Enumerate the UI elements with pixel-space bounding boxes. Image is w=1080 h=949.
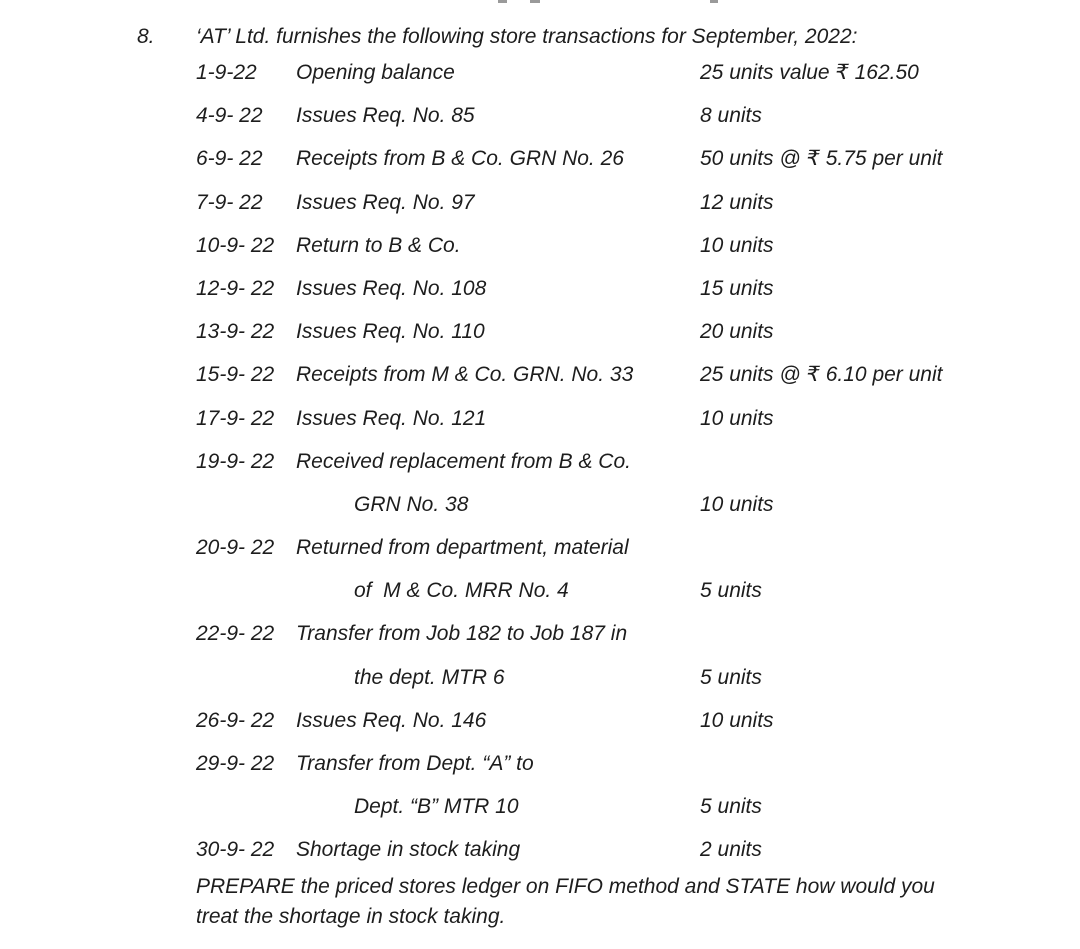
transaction-row [196,578,1016,621]
instruction-line: treat the shortage in stock taking. [196,905,506,928]
transaction-quantity: 5 units [700,665,762,689]
transaction-quantity: 10 units [700,406,774,430]
question-title: ‘AT’ Ltd. furnishes the following store transactions for September, 2022: [196,25,858,48]
transaction-row [196,665,1016,708]
transaction-quantity: 5 units [700,579,762,603]
transaction-description: Return to B & Co. [296,233,461,257]
transaction-description: Shortage in stock taking [296,838,521,862]
transaction-description: Returned from department, material [296,536,629,560]
transaction-row [196,708,1016,751]
transaction-description: Transfer from Job 182 to Job 187 in [296,622,628,646]
transaction-row [196,362,1016,405]
transaction-date: 26-9- 22 [196,708,275,732]
transaction-description: Receipts from M & Co. GRN. No. 33 [296,363,634,387]
transaction-date: 4-9- 22 [196,104,263,128]
transaction-row [196,190,1016,233]
transaction-description: Issues Req. No. 121 [296,406,487,430]
transaction-row [196,60,1016,103]
question-heading [137,24,1037,50]
transaction-row [196,233,1016,276]
transaction-date: 12-9- 22 [196,276,275,300]
transaction-row [196,492,1016,535]
transaction-row [196,319,1016,362]
transaction-date: 1-9-22 [196,61,257,84]
cropped-text-artifact [710,0,718,3]
transaction-description: of M & Co. MRR No. 4 [354,579,569,603]
transaction-row [196,621,1016,664]
transaction-quantity: 20 units [700,320,774,344]
transaction-quantity: 10 units [700,708,774,732]
transaction-date: 7-9- 22 [196,190,263,214]
transaction-quantity: 25 units value ₹ 162.50 [700,61,919,84]
transaction-date: 30-9- 22 [196,838,275,862]
transaction-date: 13-9- 22 [196,320,275,344]
question-instruction [196,872,986,932]
transaction-row [196,406,1016,449]
transactions-list [196,60,1016,881]
transaction-row [196,449,1016,492]
transaction-quantity: 10 units [700,233,774,257]
transaction-description: the dept. MTR 6 [354,665,505,689]
transaction-quantity: 8 units [700,104,762,128]
transaction-description: Opening balance [296,61,455,84]
transaction-quantity: 10 units [700,492,774,516]
transaction-description: Received replacement from B & Co. [296,449,631,473]
cropped-text-artifact [530,0,540,3]
transaction-date: 10-9- 22 [196,233,275,257]
transaction-quantity: 5 units [700,795,762,819]
transaction-row [196,276,1016,319]
transaction-date: 17-9- 22 [196,406,275,430]
transaction-quantity: 2 units [700,838,762,862]
transaction-description: Issues Req. No. 146 [296,708,487,732]
transaction-quantity: 12 units [700,190,774,214]
transaction-description: Transfer from Dept. “A” to [296,752,534,775]
transaction-quantity: 50 units @ ₹ 5.75 per unit [700,147,943,171]
transaction-date: 15-9- 22 [196,363,275,387]
transaction-row [196,146,1016,189]
transaction-date: 29-9- 22 [196,752,275,775]
transaction-description: GRN No. 38 [354,492,469,516]
transaction-quantity: 15 units [700,276,774,300]
transaction-date: 22-9- 22 [196,622,275,646]
transaction-row [196,103,1016,146]
transaction-description: Issues Req. No. 110 [296,320,485,344]
question-number: 8. [137,25,155,48]
transaction-description: Issues Req. No. 97 [296,190,475,214]
transaction-row [196,751,1016,794]
transaction-date: 6-9- 22 [196,147,263,171]
transaction-row [196,535,1016,578]
transaction-description: Issues Req. No. 85 [296,104,475,128]
transaction-description: Dept. “B” MTR 10 [354,795,519,819]
transaction-description: Receipts from B & Co. GRN No. 26 [296,147,624,171]
transaction-row [196,794,1016,837]
transaction-description: Issues Req. No. 108 [296,276,487,300]
instruction-line: PREPARE the priced stores ledger on FIFO method and STATE how would you [196,875,935,898]
transaction-date: 19-9- 22 [196,449,275,473]
transaction-date: 20-9- 22 [196,536,275,560]
cropped-text-artifact [498,0,507,3]
transaction-quantity: 25 units @ ₹ 6.10 per unit [700,363,943,387]
